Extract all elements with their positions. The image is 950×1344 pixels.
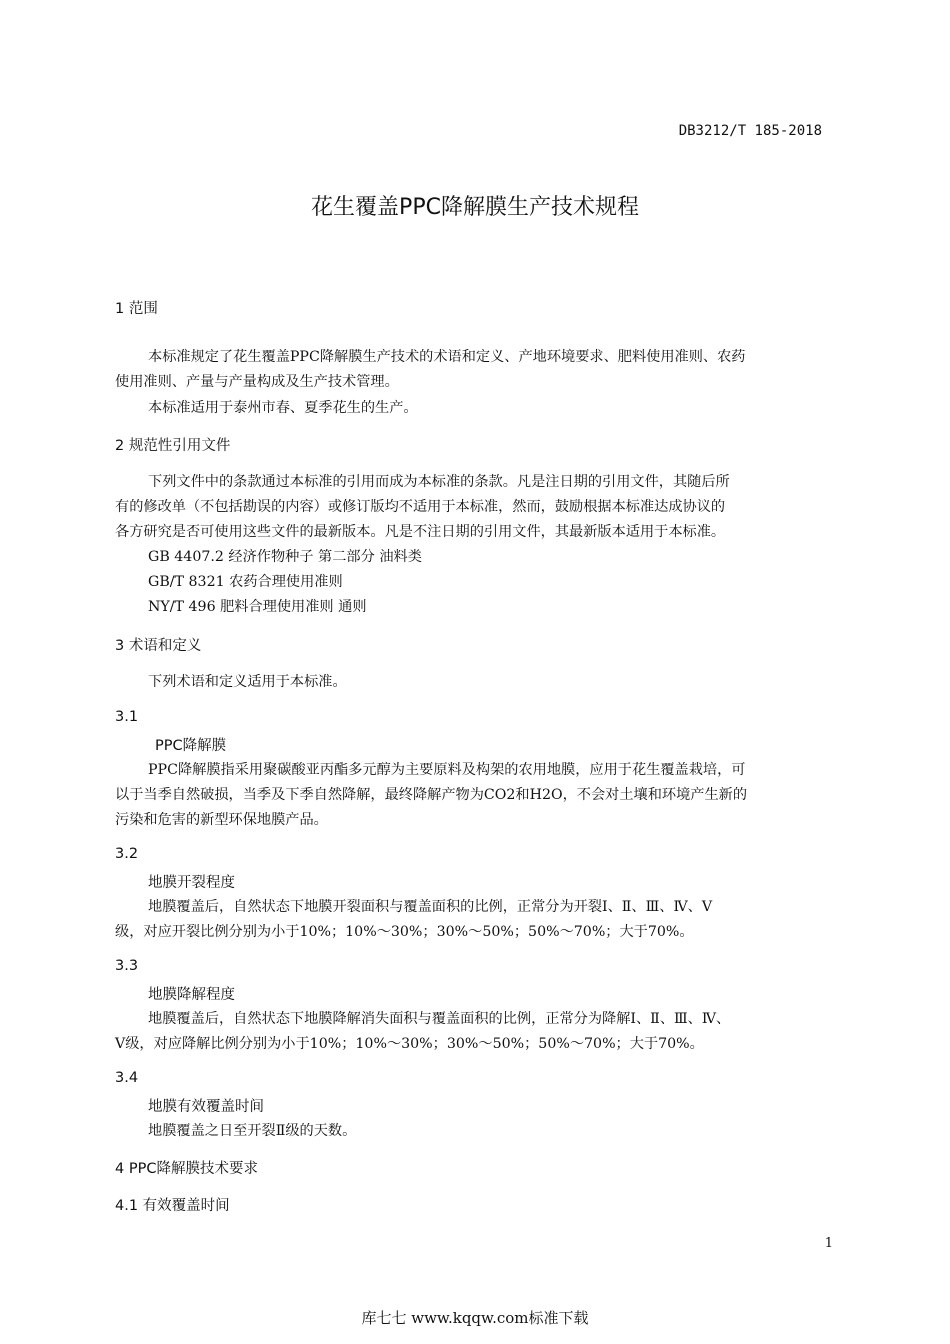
term-3-4-line1: 地膜覆盖之日至开裂Ⅱ级的天数。 xyxy=(148,1123,357,1139)
section-1-heading: 1 范围 xyxy=(115,301,158,317)
term-3-3-number: 3.3 xyxy=(115,958,139,974)
term-3-3-name: 地膜降解程度 xyxy=(148,987,235,1003)
term-3-3-line2: Ⅴ级，对应降解比例分别为小于10%；10%～30%；30%～50%；50%～70%；大于70%。 xyxy=(115,1036,704,1052)
section-2-para-line2: 有的修改单（不包括勘误的内容）或修订版均不适用于本标准，然而，鼓励根据本标准达成协议的 xyxy=(115,499,726,515)
term-3-2-number: 3.2 xyxy=(115,846,139,862)
term-3-4-name: 地膜有效覆盖时间 xyxy=(148,1099,264,1115)
term-3-3-line1: 地膜覆盖后，自然状态下地膜降解消失面积与覆盖面积的比例，正常分为降解Ⅰ、Ⅱ、Ⅲ、Ⅳ、 xyxy=(148,1011,731,1027)
footer-watermark: 库七七 www.kqqw.com标准下载 xyxy=(361,1309,589,1327)
section-1-para2: 本标准适用于泰州市春、夏季花生的生产。 xyxy=(148,400,418,416)
term-3-4-number: 3.4 xyxy=(115,1070,139,1086)
reference-item: NY/T 496 肥料合理使用准则 通则 xyxy=(148,599,367,615)
term-3-1-line2: 以于当季自然破损，当季及下季自然降解，最终降解产物为CO2和H2O，不会对土壤和环境产生新的 xyxy=(115,787,748,803)
term-3-2-line2: 级，对应开裂比例分别为小于10%；10%～30%；30%～50%；50%～70%；大于70%。 xyxy=(115,924,694,940)
section-2-para-line3: 各方研究是否可使用这些文件的最新版本。凡是不注日期的引用文件，其最新版本适用于本标准。 xyxy=(115,524,726,540)
term-3-1-name: PPC降解膜 xyxy=(155,738,227,754)
term-3-2-name: 地膜开裂程度 xyxy=(148,875,235,891)
section-1-para1-line1: 本标准规定了花生覆盖PPC降解膜生产技术的术语和定义、产地环境要求、肥料使用准则、农药 xyxy=(148,349,746,365)
reference-item: GB 4407.2 经济作物种子 第二部分 油料类 xyxy=(148,549,422,565)
term-3-1-line1: PPC降解膜指采用聚碳酸亚丙酯多元醇为主要原料及构架的农用地膜，应用于花生覆盖栽培，可 xyxy=(148,762,746,778)
standard-number: DB3212/T 185-2018 xyxy=(678,123,822,139)
section-3-intro: 下列术语和定义适用于本标准。 xyxy=(148,674,347,690)
section-4-heading: 4 PPC降解膜技术要求 xyxy=(115,1161,258,1177)
section-1-para1-line2: 使用准则、产量与产量构成及生产技术管理。 xyxy=(115,374,399,390)
section-2-para-line1: 下列文件中的条款通过本标准的引用而成为本标准的条款。凡是注日期的引用文件，其随后所 xyxy=(148,474,730,490)
section-2-heading: 2 规范性引用文件 xyxy=(115,438,231,454)
term-3-1-line3: 污染和危害的新型环保地膜产品。 xyxy=(115,812,328,828)
term-3-1-number: 3.1 xyxy=(115,709,139,725)
page-number: 1 xyxy=(824,1236,833,1251)
document-title: 花生覆盖PPC降解膜生产技术规程 xyxy=(311,195,639,220)
section-4-1-heading: 4.1 有效覆盖时间 xyxy=(115,1198,230,1214)
term-3-2-line1: 地膜覆盖后，自然状态下地膜开裂面积与覆盖面积的比例，正常分为开裂Ⅰ、Ⅱ、Ⅲ、Ⅳ、Ⅴ xyxy=(148,899,713,915)
section-3-heading: 3 术语和定义 xyxy=(115,638,202,654)
reference-item: GB/T 8321 农药合理使用准则 xyxy=(148,574,343,590)
